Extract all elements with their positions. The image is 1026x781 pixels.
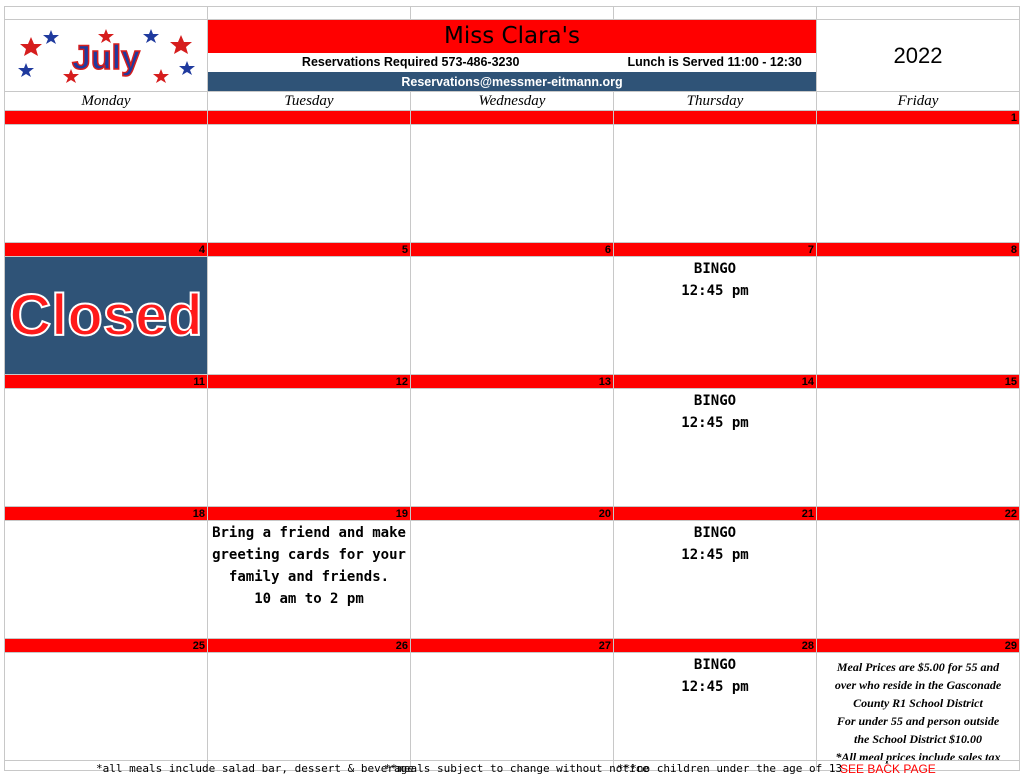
closed-day-cell <box>5 257 208 375</box>
bingo-time: 12:45 pm <box>681 415 749 431</box>
year-label: 2022 <box>817 20 1020 92</box>
reservation-email[interactable]: Reservations@messmer-eitmann.org <box>208 72 816 91</box>
july-logo <box>5 20 208 92</box>
week-3-body <box>5 389 1020 507</box>
calendar <box>4 6 1020 771</box>
day-cell <box>411 653 614 771</box>
week-5-dates <box>5 639 1020 653</box>
date-number <box>614 111 817 125</box>
bingo-event <box>614 257 817 375</box>
header-center <box>208 20 817 92</box>
calendar-header <box>5 20 1020 92</box>
price-line: County R1 School District <box>853 696 983 710</box>
bingo-time: 12:45 pm <box>681 679 749 695</box>
top-spacer-row <box>5 6 1020 20</box>
day-cell <box>817 389 1020 507</box>
day-cell <box>208 653 411 771</box>
day-cell <box>208 125 411 243</box>
bingo-event <box>614 521 817 639</box>
date-number: 20 <box>411 507 614 521</box>
week-1-body <box>5 125 1020 243</box>
date-number: 5 <box>208 243 411 257</box>
bingo-event <box>614 653 817 771</box>
day-cell <box>411 125 614 243</box>
week-4-body <box>5 521 1020 639</box>
week-2-dates <box>5 243 1020 257</box>
date-number: 4 <box>5 243 208 257</box>
date-number: 8 <box>817 243 1020 257</box>
bingo-title: BINGO <box>693 261 737 277</box>
weekday-header-row <box>5 92 1020 111</box>
date-number: 25 <box>5 639 208 653</box>
date-number: 7 <box>614 243 817 257</box>
date-number: 29 <box>817 639 1020 653</box>
footer-meals-note: *all meals include salad bar, dessert & beverage <box>96 762 414 775</box>
july-fireworks-icon <box>11 25 201 87</box>
page-title: Miss Clara's <box>208 20 816 53</box>
week-3-dates <box>5 375 1020 389</box>
day-cell <box>614 125 817 243</box>
footer-notes <box>4 760 1019 777</box>
info-row <box>208 53 816 73</box>
week-5-body <box>5 653 1020 771</box>
bingo-title: BINGO <box>693 393 737 409</box>
bingo-title: BINGO <box>693 657 737 673</box>
week-4-dates <box>5 507 1020 521</box>
day-cell <box>208 389 411 507</box>
day-cell <box>5 125 208 243</box>
bingo-event <box>614 389 817 507</box>
day-cell <box>817 521 1020 639</box>
event-time: 10 am to 2 pm <box>254 591 364 607</box>
date-number <box>5 111 208 125</box>
date-number <box>208 111 411 125</box>
weekday-label: Tuesday <box>208 92 411 111</box>
date-number: 13 <box>411 375 614 389</box>
footer-children-note: ***no children under the age of 13 <box>617 762 843 775</box>
price-line: the School District $10.00 <box>853 732 982 746</box>
price-line: *All meal prices include sales tax <box>835 750 1001 764</box>
weekday-label: Friday <box>817 92 1020 111</box>
day-cell <box>5 389 208 507</box>
date-number: 15 <box>817 375 1020 389</box>
closed-label: Closed <box>9 283 203 348</box>
event-line: family and friends. <box>228 569 390 585</box>
bingo-time: 12:45 pm <box>681 547 749 563</box>
event-line: greeting cards for your <box>212 547 406 563</box>
date-number <box>411 111 614 125</box>
weekday-label: Wednesday <box>411 92 614 111</box>
bingo-title: BINGO <box>693 525 737 541</box>
date-number: 12 <box>208 375 411 389</box>
price-line: over who reside in the Gasconade <box>834 678 1002 692</box>
reservation-phone: Reservations Required 573-486-3230 <box>301 55 520 70</box>
day-cell <box>817 257 1020 375</box>
price-line: Meal Prices are $5.00 for 55 and <box>836 660 1000 674</box>
svg-text:July: July <box>71 38 141 77</box>
day-cell <box>5 521 208 639</box>
meal-prices-note <box>817 653 1020 771</box>
day-cell <box>5 653 208 771</box>
date-number: 26 <box>208 639 411 653</box>
date-number: 19 <box>208 507 411 521</box>
date-number: 1 <box>817 111 1020 125</box>
price-line: For under 55 and person outside <box>836 714 1000 728</box>
bingo-time: 12:45 pm <box>681 283 749 299</box>
date-number: 18 <box>5 507 208 521</box>
see-back-page-link[interactable]: SEE BACK PAGE <box>840 762 936 776</box>
date-number: 6 <box>411 243 614 257</box>
day-cell <box>411 521 614 639</box>
event-line: Bring a friend and make <box>212 525 406 541</box>
date-number: 21 <box>614 507 817 521</box>
week-1-dates <box>5 111 1020 125</box>
date-number: 11 <box>5 375 208 389</box>
day-cell <box>817 125 1020 243</box>
day-cell <box>411 257 614 375</box>
lunch-hours: Lunch is Served 11:00 - 12:30 <box>627 55 802 70</box>
greeting-card-event <box>208 521 411 639</box>
weekday-label: Monday <box>5 92 208 111</box>
weekday-label: Thursday <box>614 92 817 111</box>
date-number: 27 <box>411 639 614 653</box>
date-number: 14 <box>614 375 817 389</box>
week-2-body <box>5 257 1020 375</box>
day-cell <box>208 257 411 375</box>
day-cell <box>411 389 614 507</box>
footer-change-note: **meals subject to change without notice <box>384 762 649 775</box>
date-number: 22 <box>817 507 1020 521</box>
date-number: 28 <box>614 639 817 653</box>
